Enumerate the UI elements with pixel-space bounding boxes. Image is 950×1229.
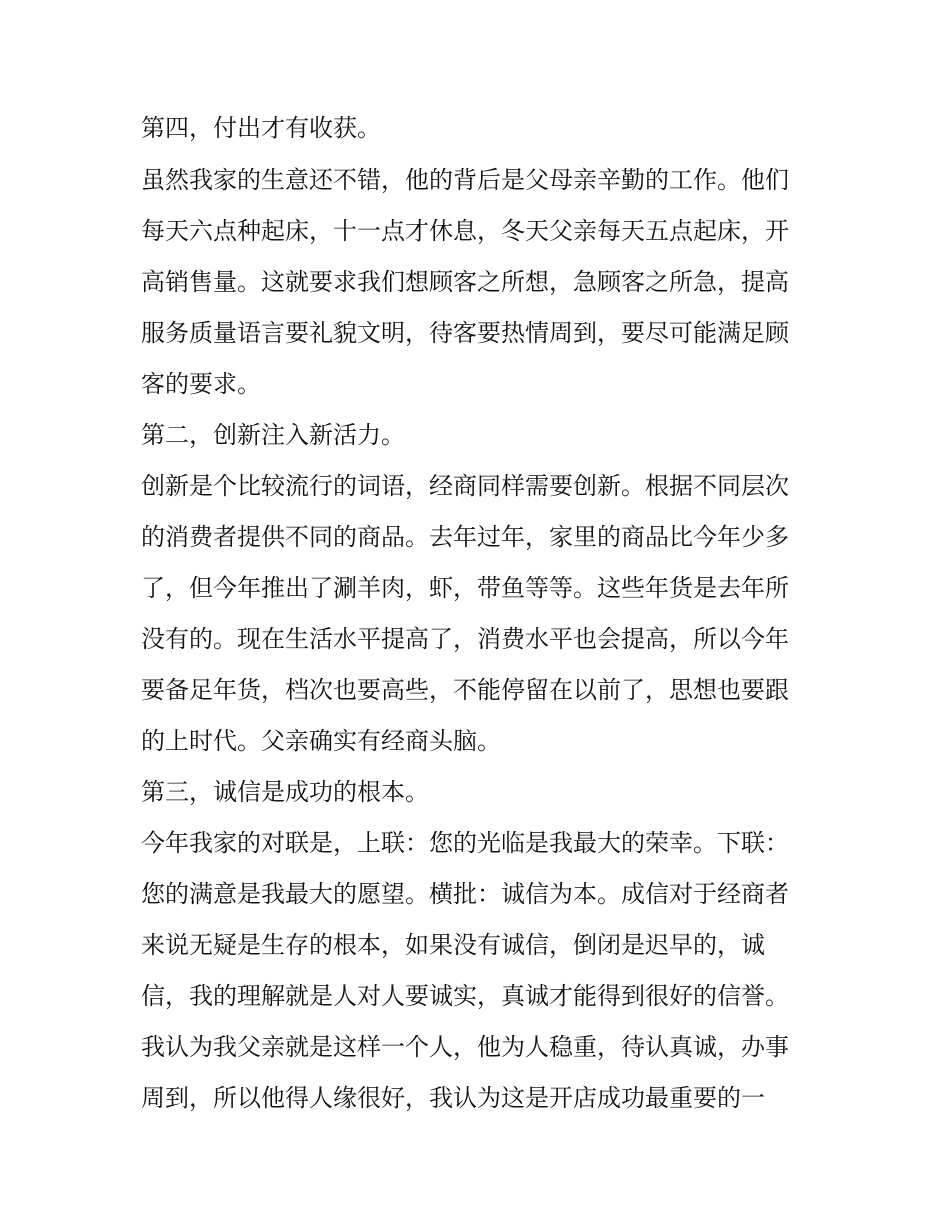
text-line: 的上时代。父亲确实有经商头脑。	[141, 727, 501, 755]
text-line: 来说无疑是生存的根本，如果没有诚信，倒闭是迟早的，诚	[141, 931, 765, 959]
text-line: 没有的。现在生活水平提高了，消费水平也会提高，所以今年	[141, 625, 789, 653]
text-line: 高销售量。这就要求我们想顾客之所想，急顾客之所急，提高	[141, 268, 789, 296]
text-line: 每天六点种起床，十一点才休息，冬天父亲每天五点起床，开	[141, 217, 789, 245]
text-line: 第四，付出才有收获。	[141, 114, 381, 142]
text-line: 我认为我父亲就是这样一个人，他为人稳重，待认真诚，办事	[141, 1033, 789, 1061]
text-line: 您的满意是我最大的愿望。横批：诚信为本。成信对于经商者	[141, 880, 789, 908]
text-line: 的消费者提供不同的商品。去年过年，家里的商品比今年少多	[141, 523, 789, 551]
text-line: 虽然我家的生意还不错，他的背后是父母亲辛勤的工作。他们	[141, 166, 789, 194]
text-line: 今年我家的对联是，上联：您的光临是我最大的荣幸。下联：	[141, 829, 789, 857]
text-line: 周到，所以他得人缘很好，我认为这是开店成功最重要的一	[141, 1084, 765, 1112]
text-line: 客的要求。	[141, 370, 261, 398]
text-line: 信，我的理解就是人对人要诚实，真诚才能得到很好的信誉。	[141, 982, 789, 1010]
text-line: 服务质量语言要礼貌文明，待客要热情周到，要尽可能满足顾	[141, 319, 789, 347]
text-line: 第三，诚信是成功的根本。	[141, 778, 429, 806]
text-line: 第二，创新注入新活力。	[141, 421, 405, 449]
text-line: 创新是个比较流行的词语，经商同样需要创新。根据不同层次	[141, 472, 789, 500]
text-line: 要备足年货，档次也要高些，不能停留在以前了，思想也要跟	[141, 676, 789, 704]
text-line: 了，但今年推出了涮羊肉，虾，带鱼等等。这些年货是去年所	[141, 574, 789, 602]
